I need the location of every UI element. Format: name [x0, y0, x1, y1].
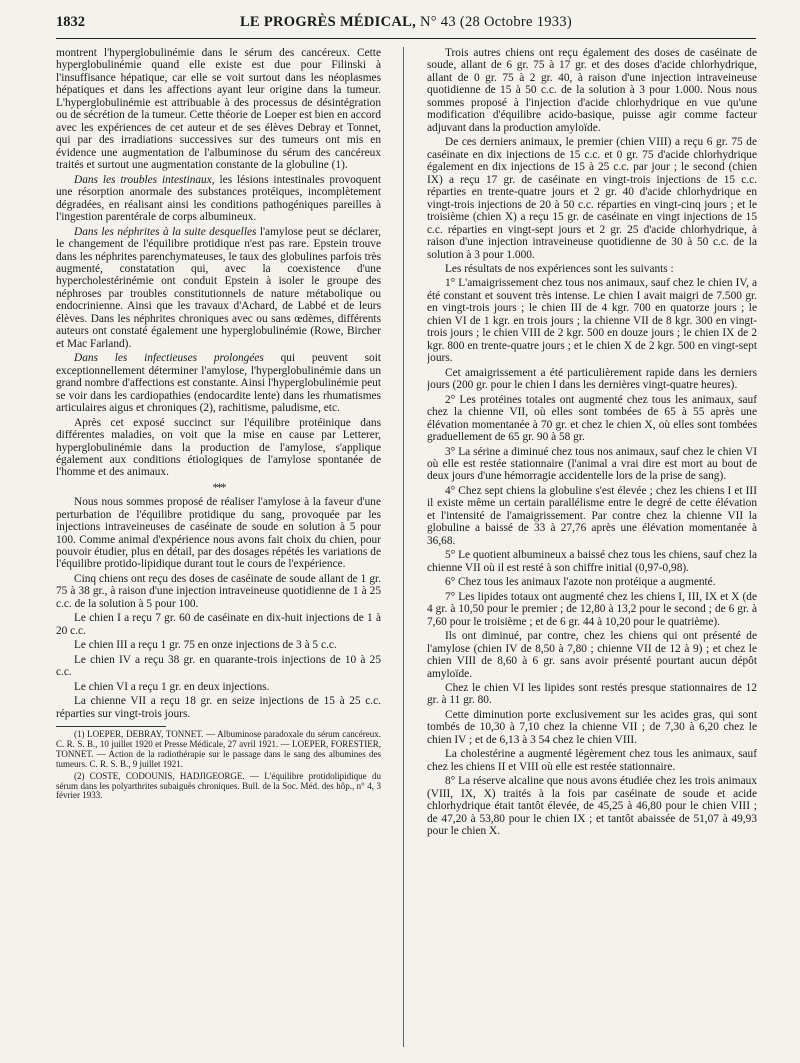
paragraph: 6° Chez tous les animaux l'azote non protéique a augmenté. [445, 576, 716, 589]
paragraph: 3° La sérine a diminué chez tous nos animaux, sauf chez le chien VI où elle est restée stationnaire (l'animal a vrai dire est mort au bout de deux jours d'une hémorragie accidentelle lors de la prise de sang). [427, 445, 757, 483]
paragraph: Cette diminution porte exclusivement sur les acides gras, qui sont tombés de 10,30 à 7,10 chez la chienne VII ; de 7,30 à 6,20 chez le chien IV ; et de 6,13 à 3 54 chez le chien VIII. [427, 708, 757, 746]
paragraph: 1° L'amaigrissement chez tous nos animaux, sauf chez le chien IV, a été constant et souvent très intense. Le chien I avait maigri de 7.500 gr. en vingt-trois jours ; le chien III de 4 kgr. 700 en quatorze jours ; le chien VI de 1 kgr. en trois jours ; la chienne VII de 8 kgr. 300 en vingt-trois jours ; le chien VIII de 2 kgr. 500 en douze jours ; le chien IX de 2 kgr. 800 en trente-quatre jours ; et le chien X de 2 kgr. 500 en vingt-sept jours. [427, 277, 757, 365]
paragraph [56, 226, 381, 351]
asterism: *** [212, 479, 225, 494]
journal-title [56, 14, 756, 31]
paragraph-text: l'amylose peut se déclarer, le changement de l'équilibre protidique n'est pas rare. Epstein trouve dans les néphrites parenchymateuses, le taux des globulines parfois très augmenté, constatation qui, avec la coexistence d'une hypercholestérinémie ont conduit Epstein à isoler le groupe des néphroses par troubles constitutionnels de nature métabolique ou endocrinienne. Ainsi que les travaux d'Achard, de Labbé et de leurs élèves. Dans les néphrites chroniques avec ou sans œdèmes, différents auteurs ont constaté également une hyperglobulinémie (Rowe, Bircher et Mac Farland). [56, 225, 381, 350]
column-divider [403, 47, 404, 1047]
paragraph: Trois autres chiens ont reçu également des doses de caséinate de soude, allant de 6 gr. 75 à 17 gr. et des doses d'acide chlorhydrique, allant de 0 gr. 75 à 2 gr. 40, à raison d'une injection intraveineuse quotidienne de 15 à 50 c.c. de la solution à 3 pour 1.000. Nous nous sommes proposé à l'injection d'acide chlorhydrique en vue qu'une modification d'équilibre acido-basique, puisse agir comme facteur adjuvant dans la production amyloïde. [427, 47, 757, 134]
paragraph: Chez le chien VI les lipides sont restés presque stationnaires de 12 gr. à 11 gr. 80. [427, 681, 757, 707]
paragraph: La cholestérine a augmenté légèrement chez tous les animaux, sauf chez les chiens II et VIII où elle est restée stationnaire. [427, 748, 757, 773]
header-rule [56, 38, 756, 39]
footnote: (2) COSTE, CODOUNIS, HADJIGEORGE. — L'équilibre protidolipidique du sérum dans les polyarthrites subaiguës chroniques. Bull. de la Soc. Méd. des hôp., n° 4, 3 février 1933. [56, 770, 381, 801]
paragraph: Le chien III a reçu 1 gr. 75 en onze injections de 3 à 5 c.c. [74, 639, 337, 652]
paragraph: montrent l'hyperglobulinémie dans le sérum des cancéreux. Cette hyperglobulinémie quand elle existe est due pour Filinski à l'insuffisance hépatique, car elle se voit surtout dans les néoplasmes hépatiques et dans les affections ayant leur origine dans la tumeur. L'hyperglobulinémie est attribuable à des processus de désintégration ou de sécrétion de la tumeur. Cette théorie de Loeper est bien en accord avec les expériences de cet auteur et de ses élèves Debray et Tonnet, qui par des irradiations successives sur des tumeurs ont mis en évidence une augmentation de l'albuminose du sérum des cancéreux traités et surtout une augmentation constante de la globuline (1). [56, 47, 381, 172]
right-column [427, 47, 757, 1047]
italic-lead: Dans les néphrites à la suite desquelles [74, 225, 257, 238]
footnote-rule [56, 726, 166, 727]
paragraph: 2° Les protéines totales ont augmenté chez tous les animaux, sauf chez la chienne VII, où elles sont tombées de 65 à 55 après une élévation momentanée à 70 gr. et chez le chien X, où elles sont tombées graduellement de 65 gr. 90 à 58 gr. [427, 393, 757, 444]
paragraph: Les résultats de nos expériences sont les suivants : [445, 262, 674, 275]
paragraph-text: qui peuvent soit exceptionnellement déterminer l'amylose, l'hyperglobulinémie dans un grand nombre d'affections est constante. Ainsi l'hyperglobulinémie peut se voir dans les cardiopathies (endocardite lente) dans les rhumatismes articulaires aigus et chroniques (2), rachitisme, paludisme, etc. [56, 352, 381, 415]
left-column [56, 47, 381, 1047]
italic-lead: Dans les troubles intestinaux, [74, 173, 215, 186]
paragraph [56, 174, 381, 224]
paragraph: La chienne VII a reçu 18 gr. en seize injections de 15 à 25 c.c. réparties sur vingt-trois jours. [56, 695, 381, 720]
paragraph: Le chien IV a reçu 38 gr. en quarante-trois injections de 10 à 25 c.c. [56, 653, 381, 679]
footnote: (1) LOEPER, DEBRAY, TONNET. — Albuminose paradoxale du sérum cancéreux. C. R. S. B., 10 juillet 1920 et Presse Médicale, 27 avril 1921. — LOEPER, FORESTIER, TONNET. — Action de la radiothérapie sur le passage dans le sang des albumines des tumeurs. C. R. S. B., 9 juillet 1921. [56, 729, 381, 769]
journal-name: LE PROGRÈS MÉDICAL, [239, 14, 417, 30]
paragraph: 4° Chez sept chiens la globuline s'est élevée ; chez les chiens I et III il existe même un certain parallélisme entre le degré de cette élévation et l'intensité de l'amaigrissement. Par contre chez la chienne VII la globuline a baissé de 33 à 27,76 après une élévation momentanée à 36,68. [427, 484, 757, 547]
issue-info: N° 43 (28 Octobre 1933) [420, 14, 573, 30]
paragraph: Le chien VI a reçu 1 gr. en deux injections. [74, 680, 270, 693]
page-header [56, 14, 756, 34]
paragraph: 7° Les lipides totaux ont augmenté chez les chiens I, III, IX et X (de 4 gr. à 10,50 pour le premier ; de 12,80 à 13,2 pour le second ; de 6 gr. à 7,60 pour le troisième ; et de 6 gr. 44 à 10,20 pour le quatrième). [427, 590, 757, 628]
paragraph: Ils ont diminué, par contre, chez les chiens qui ont présenté de l'amylose (chien IV de 8,50 à 7,80 ; chienne VII de 12 à 9) ; et chez le chien VIII de 8,60 à 6 gr. sans avoir présenté pourtant aucun dépôt amyloïde. [427, 630, 757, 680]
paragraph: 5° Le quotient albumineux a baissé chez tous les chiens, sauf chez la chienne VII où il est resté à son chiffre initial (0,97-0,98). [427, 549, 757, 574]
paragraph: Cinq chiens ont reçu des doses de caséinate de soude allant de 1 gr. 75 à 38 gr., à raison d'une injection intraveineuse quotidienne de 1 à 25 c.c. de la solution à 5 pour 100. [56, 572, 381, 610]
paragraph: Après cet exposé succinct sur l'équilibre protéinique dans différentes maladies, on voit que la mise en cause par Letterer, hyperglobulinémie dans la production de l'amylose, s'applique également aux conditions étiologiques de l'amylose spontanée de l'homme et des animaux. [56, 416, 381, 479]
paragraph-text: les lésions intestinales provoquent une résorption anormale des substances protéiques, incomplètement dégradées, en réalisant ainsi les conditions pathogéniques pareilles à l'ingestion parentérale de corps albumineux. [56, 173, 381, 224]
paragraph: Cet amaigrissement a été particulièrement rapide dans les derniers jours (200 gr. pour le chien I dans les dernières vingt-quatre heures). [427, 366, 757, 392]
page-number: 1832 [56, 14, 85, 30]
italic-lead: Dans les infectieuses prolongées [74, 352, 264, 365]
paragraph: De ces derniers animaux, le premier (chien VIII) a reçu 6 gr. 75 de caséinate en dix injections de 15 c.c. et 0 gr. 75 d'acide chlorhydrique également en dix injections de 15 à 25 c.c. par jour ; le second (chien IX) a reçu 17 gr. de caséinate en vingt-trois injections de 15 c.c. réparties en trente-quatre jours et 2 gr. 40 d'acide chlorhydrique en vingt-trois injections de 20 à 50 c.c. réparties en vingt-cinq jours ; et le troisième (chien X) a reçu 15 gr. de caséinate en vingt injections de 15 c.c. réparties en vingt-sept jours et 2 gr. 25 d'acide chlorhydrique, à raison d'une injection intraveineuse quotidienne de 30 à 50 c.c. de la solution à 3 pour 1.000. [427, 136, 757, 261]
paragraph: 8° La réserve alcaline que nous avons étudiée chez les trois animaux (VIII, IX, X) traités à la fois par caséinate de soude et acide chlorhydrique était tantôt élevée, de 45,25 à 46,80 pour le chien VIII ; de 47,20 à 53,80 pour le chien IX ; et tantôt abaissée de 51,07 à 49,93 pour le chien X. [427, 775, 757, 838]
paragraph: Nous nous sommes proposé de réaliser l'amylose à la faveur d'une perturbation de l'équilibre protidique du sang, provoquée par les injections intraveineuses de caséinate de soude en solution à 5 pour 100. Comme animal d'expérience nous avons fait choix du chien, pour pouvoir étudier, plus en détail, par des dosages répétés les variations de l'équilibre protido-lipidique durant tout le cours de l'expérience. [56, 496, 381, 571]
paragraph [56, 352, 381, 414]
paragraph: Le chien I a reçu 7 gr. 60 de caséinate en dix-huit injections de 1 à 20 c.c. [56, 612, 381, 637]
